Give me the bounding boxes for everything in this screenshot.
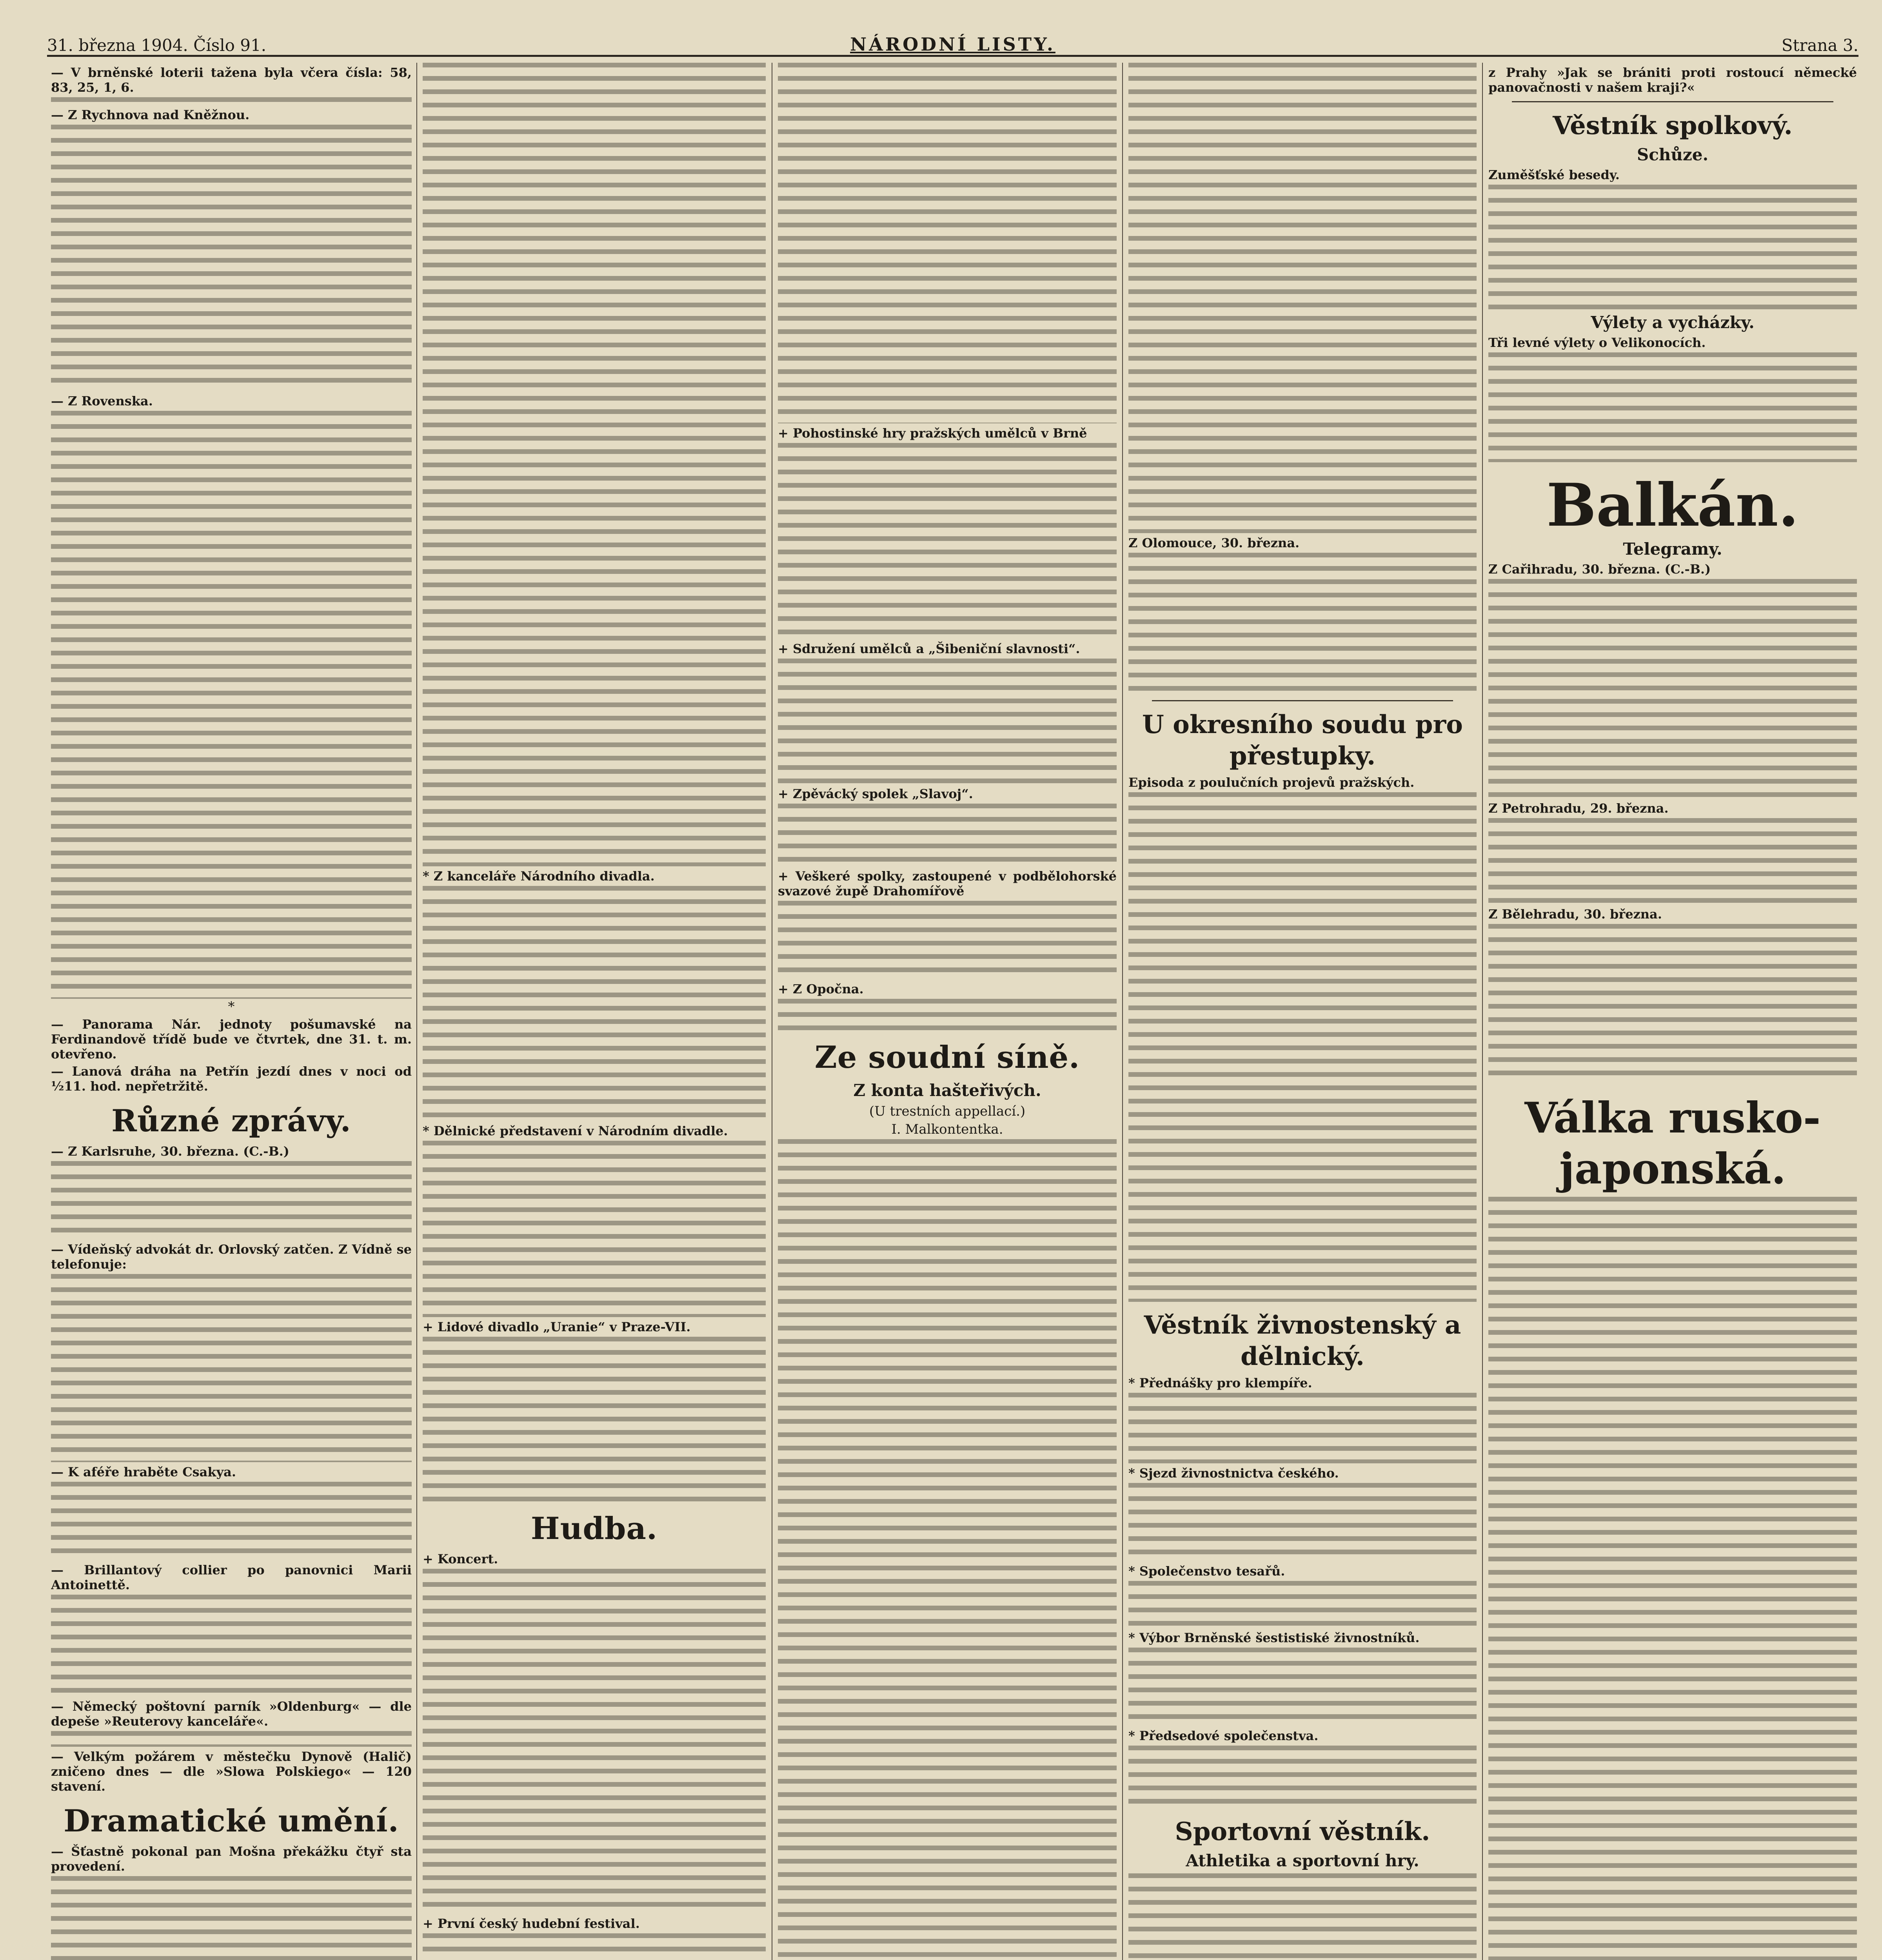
column-5-lead-4: Z Petrohradu, 29. března. xyxy=(1488,801,1669,816)
column-4-lead-7: * Předsedové společenstva. xyxy=(1128,1728,1319,1743)
text-block xyxy=(423,63,766,866)
column-1-lead-1: — V brněnské loterii tažena byla včera čísla: 58, 83, 25, 1, 6. xyxy=(51,65,412,95)
section-heading: Dramatické umění. xyxy=(64,1803,399,1839)
section-heading: Různé zprávy. xyxy=(111,1103,351,1139)
text-block xyxy=(1128,792,1477,1302)
text-block xyxy=(1488,818,1857,904)
text-block xyxy=(1128,1393,1477,1463)
section-heading: Ze soudní síně. xyxy=(814,1040,1080,1075)
section-separator: * xyxy=(228,999,235,1014)
column-4-lead-5: * Společenstvo tesařů. xyxy=(1128,1564,1285,1579)
column-3-lead-5: + Z Opočna. xyxy=(778,982,864,996)
column-2-lead-5: + První český hudební festival. xyxy=(423,1916,640,1931)
column-3-lead-2: + Sdružení umělců a „Šibeniční slavnosti“. xyxy=(778,641,1080,656)
column-rule xyxy=(1482,63,1483,1960)
section-rule xyxy=(1512,101,1833,102)
text-block xyxy=(1488,1197,1857,1960)
text-block xyxy=(1488,352,1857,462)
column-1-lead-4: — Panorama Nár. jednoty pošumavské na Ferdinandově třídě bude ve čtvrtek, dne 31. t. m. otevřeno. xyxy=(51,1017,412,1062)
text-block xyxy=(778,1139,1117,1960)
column-4-lead-1: Z Olomouce, 30. března. xyxy=(1128,535,1300,550)
column-rule xyxy=(1122,63,1123,1960)
column-1-lead-7: — Vídeňský advokát dr. Orlovský zatčen. Z Vídně se telefonuje: xyxy=(51,1242,412,1272)
column-3 xyxy=(778,63,1117,1960)
subheading: Výlety a vycházky. xyxy=(1591,313,1755,332)
column-5-lead-1: Zuměšťské besedy. xyxy=(1488,167,1620,182)
column-5 xyxy=(1488,63,1857,1960)
text-block xyxy=(51,1482,412,1560)
text-block xyxy=(51,1161,412,1240)
section-heading: Hudba. xyxy=(530,1511,658,1546)
text-block xyxy=(778,443,1117,639)
text-block xyxy=(1128,63,1477,533)
section-heading: Věstník spolkový. xyxy=(1553,111,1793,140)
text-block xyxy=(1488,924,1857,1081)
section-heading: Věstník živnostenský a dělnický. xyxy=(1144,1310,1461,1371)
text-block xyxy=(423,1933,766,1960)
subheading-note: (U trestních appellací.) xyxy=(869,1103,1026,1119)
text-block xyxy=(1128,1483,1477,1561)
column-4-lead-3: * Přednášky pro klempíře. xyxy=(1128,1376,1312,1390)
subheading-part: I. Malkontentka. xyxy=(891,1122,1003,1137)
column-2-lead-4: + Koncert. xyxy=(423,1552,498,1566)
text-block xyxy=(1488,579,1857,799)
column-1-lead-10: — Německý poštovní parník »Oldenburg« — dle depeše »Reuterovy kanceláře«. xyxy=(51,1699,412,1729)
column-1-lead-12: — Šťastně pokonal pan Mošna překážku čtyř sta provedení. xyxy=(51,1844,412,1874)
column-3-lead-1: + Pohostinské hry pražských umělců v Brně xyxy=(778,426,1087,441)
masthead xyxy=(47,24,1858,57)
text-block xyxy=(51,97,412,105)
subheading: Schůze. xyxy=(1637,145,1709,164)
column-1 xyxy=(51,63,412,1960)
section-rule xyxy=(1152,700,1453,701)
text-block xyxy=(1488,185,1857,310)
column-1-lead-5: — Lanová dráha na Petřín jezdí dnes v noci od ½11. hod. nepřetržitě. xyxy=(51,1064,412,1094)
text-block xyxy=(51,1731,412,1747)
text-block xyxy=(1128,553,1477,694)
column-4-lead-4: * Sjezd živnostnictva českého. xyxy=(1128,1466,1339,1481)
section-heading-war: Válka rusko-japonská. xyxy=(1524,1093,1821,1194)
column-5-lead-5: Z Bělehradu, 30. března. xyxy=(1488,907,1662,922)
text-block xyxy=(1128,1873,1477,1960)
page-number: Strana 3. xyxy=(1781,36,1858,55)
text-block xyxy=(51,411,412,999)
section-heading-balkan: Balkán. xyxy=(1546,471,1799,540)
column-4 xyxy=(1128,63,1477,1960)
text-block xyxy=(1128,1746,1477,1808)
column-3-lead-3: + Zpěvácký spolek „Slavoj“. xyxy=(778,786,973,801)
column-2-lead-2: * Dělnické představení v Národním divadle. xyxy=(423,1123,728,1138)
column-1-lead-3: — Z Rovenska. xyxy=(51,394,153,408)
column-4-lead-2: Episoda z poulučních projevů pražských. xyxy=(1128,775,1415,790)
column-2 xyxy=(423,63,766,1960)
text-block xyxy=(1128,1648,1477,1726)
section-heading: U okresního soudu pro přestupky. xyxy=(1142,710,1463,771)
issue-date: 31. března 1904. Číslo 91. xyxy=(47,36,267,55)
column-2-lead-1: * Z kanceláře Národního divadla. xyxy=(423,869,655,884)
column-5-lead-0: z Prahy »Jak se brániti proti rostoucí německé panovačnosti v našem kraji?« xyxy=(1488,65,1857,95)
subheading: Telegramy. xyxy=(1623,539,1722,559)
column-3-lead-4: + Veškeré spolky, zastoupené v podbělohorské svazové župě Drahomířově xyxy=(778,869,1117,898)
column-1-lead-9: — Brillantový collier po panovnici Marii Antoinettě. xyxy=(51,1563,412,1592)
text-block xyxy=(423,1569,766,1914)
column-2-lead-3: + Lidové divadlo „Uranie“ v Praze-VII. xyxy=(423,1319,691,1334)
text-block xyxy=(778,999,1117,1030)
text-block xyxy=(778,659,1117,784)
subheading: Z konta hašteřivých. xyxy=(853,1081,1041,1100)
text-block xyxy=(423,1337,766,1501)
column-5-lead-3: Z Cařihradu, 30. března. (C.-B.) xyxy=(1488,562,1711,577)
text-block xyxy=(778,901,1117,979)
text-block xyxy=(778,63,1117,423)
column-1-lead-6: — Z Karlsruhe, 30. března. (C.-B.) xyxy=(51,1144,289,1159)
column-5-lead-2: Tři levné výlety o Velikonocích. xyxy=(1488,335,1706,350)
text-block xyxy=(51,1595,412,1697)
section-heading: Sportovní věstník. xyxy=(1175,1817,1430,1846)
text-block xyxy=(51,125,412,391)
column-1-lead-2: — Z Rychnova nad Kněžnou. xyxy=(51,107,250,122)
subheading: Athletika a sportovní hry. xyxy=(1186,1851,1419,1870)
column-1-lead-8: — K aféře hraběte Csakya. xyxy=(51,1465,236,1479)
newspaper-title: NÁRODNÍ LISTY. xyxy=(850,34,1055,55)
column-4-lead-6: * Výbor Brněnské šestistiské živnostníků. xyxy=(1128,1630,1420,1645)
text-block xyxy=(51,1274,412,1462)
text-block xyxy=(778,804,1117,866)
column-1-lead-11: — Velkým požárem v městečku Dynově (Halič) zničeno dnes — dle »Slowa Polskiego« — 120 stavení. xyxy=(51,1749,412,1794)
text-block xyxy=(1128,1581,1477,1628)
column-rule xyxy=(416,63,417,1960)
text-block xyxy=(51,1876,412,1960)
text-block xyxy=(423,886,766,1121)
text-block xyxy=(423,1141,766,1317)
